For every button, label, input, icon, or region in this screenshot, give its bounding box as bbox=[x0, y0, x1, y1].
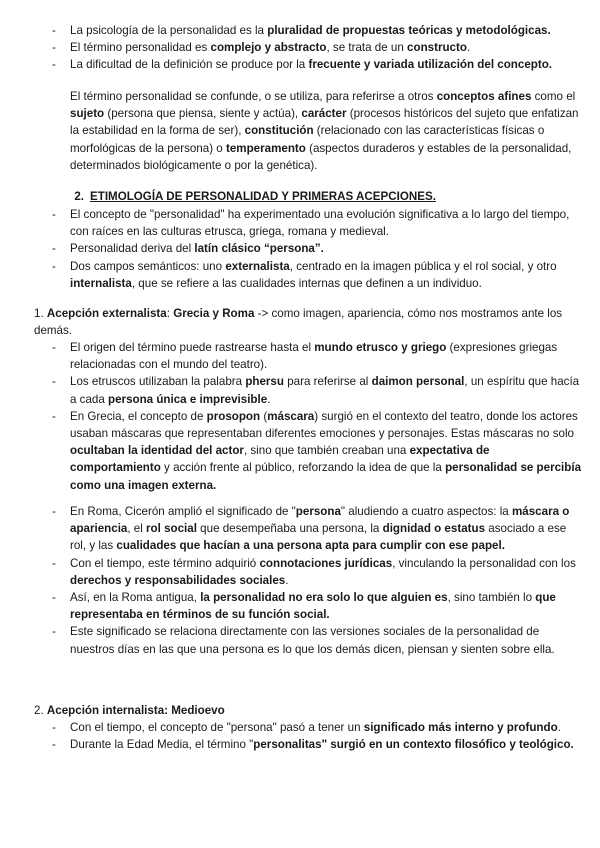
bold-text-run: complejo y abstracto bbox=[210, 41, 327, 55]
text-run: , centrado en la imagen pública y el rol social, y otro bbox=[289, 259, 557, 273]
afines-paragraph bbox=[34, 88, 582, 174]
text-run: Durante la Edad Media, el término " bbox=[70, 738, 254, 752]
text-run: 1. bbox=[34, 307, 47, 320]
bold-text-run: personalidad se percibía como una imagen externa. bbox=[70, 461, 582, 492]
acepcion-1-section-b bbox=[34, 503, 582, 658]
bold-text-run: Acepción internalista: Medioevo bbox=[46, 704, 225, 717]
list-item bbox=[34, 258, 582, 292]
text-run: como el bbox=[531, 90, 576, 103]
text-run: 2. bbox=[34, 704, 47, 717]
afines-section bbox=[34, 88, 582, 174]
bold-text-run: daimon personal bbox=[371, 375, 465, 389]
text-run: ( bbox=[260, 409, 268, 423]
text-run: (aspectos duraderos y estables de la personalidad, determinados biológicamente o por la genética). bbox=[70, 141, 572, 172]
list-item bbox=[34, 39, 582, 56]
bold-text-run: latín clásico “persona”. bbox=[194, 242, 324, 256]
text-run: , que se refiere a las cualidades internas que definen a un individuo. bbox=[131, 276, 482, 290]
list-item bbox=[34, 719, 582, 736]
text-run: El concepto de "personalidad" ha experimentado una evolución significativa a lo largo del tiempo, con raíces en las culturas etrusca, griega, romana y medieval. bbox=[70, 208, 570, 239]
intro-list bbox=[34, 22, 582, 74]
text-run: (relacionado con las características físicas o morfológicas de la persona) o bbox=[70, 124, 545, 155]
bold-text-run: dignidad o estatus bbox=[382, 522, 486, 536]
bold-text-run: significado más interno y profundo bbox=[363, 721, 558, 734]
text-run: (expresiones griegas relacionadas con el mundo del teatro). bbox=[70, 341, 558, 372]
list-item bbox=[34, 56, 582, 73]
list-item bbox=[34, 22, 582, 39]
intro-section bbox=[34, 22, 582, 74]
text-run: En Roma, Cicerón amplió el significado de " bbox=[70, 505, 296, 518]
text-run: . bbox=[466, 41, 471, 55]
text-run: , sino también lo bbox=[447, 591, 536, 605]
text-run: asociado a ese rol, y las bbox=[70, 522, 567, 553]
bold-text-run: prosopon bbox=[206, 409, 261, 423]
bold-text-run: sujeto bbox=[70, 107, 105, 121]
text-run: Con el tiempo, el concepto de "persona" pasó a tener un bbox=[70, 721, 364, 734]
bold-text-run: máscara o apariencia bbox=[70, 505, 570, 536]
bold-text-run: frecuente y variada utilización del concepto. bbox=[308, 58, 553, 72]
etimologia-heading bbox=[34, 188, 582, 205]
text-run: El origen del término puede rastrearse hasta el bbox=[70, 341, 315, 354]
bold-text-run: constitución bbox=[244, 124, 314, 138]
heading-number: 2. bbox=[74, 190, 84, 203]
list-item bbox=[34, 623, 582, 657]
bold-text-run: expectativa de comportamiento bbox=[70, 444, 490, 475]
text-run: Así, en la Roma antigua, bbox=[70, 591, 201, 605]
text-run: para referirse al bbox=[283, 375, 372, 389]
text-run: En Grecia, el concepto de bbox=[70, 409, 207, 423]
list-item bbox=[34, 408, 582, 494]
text-run: Personalidad deriva del bbox=[70, 242, 195, 256]
text-run: (procesos históricos del sujeto que enfatizan la estabilidad en la forma de ser), bbox=[70, 107, 579, 138]
acepcion-1-list-b bbox=[34, 503, 582, 658]
text-run: El término personalidad se confunde, o se utiliza, para referirse a otros bbox=[70, 90, 437, 103]
bold-text-run: pluralidad de propuestas teóricas y metodológicas. bbox=[267, 24, 551, 37]
bold-text-run: mundo etrusco y griego bbox=[314, 341, 447, 354]
bold-text-run: carácter bbox=[301, 107, 347, 121]
text-run: . bbox=[267, 392, 271, 406]
list-item bbox=[34, 339, 582, 373]
bold-text-run: conceptos afines bbox=[436, 90, 532, 103]
text-run: -> como imagen, apariencia, cómo nos mostramos ante los demás. bbox=[34, 307, 563, 338]
bold-text-run: derechos y responsabilidades sociales bbox=[70, 573, 286, 587]
etimologia-list bbox=[34, 206, 582, 292]
acepcion-1-heading bbox=[34, 305, 582, 339]
text-run: (persona que piensa, siente y actúa), bbox=[104, 107, 302, 121]
acepcion-2-heading bbox=[34, 702, 582, 719]
text-run: . bbox=[285, 573, 289, 587]
bold-text-run: internalista bbox=[70, 276, 132, 290]
acepcion-externalista-heading bbox=[34, 305, 582, 339]
list-item bbox=[34, 206, 582, 240]
text-run: , vinculando la personalidad con los bbox=[392, 556, 576, 570]
text-run: Los etruscos utilizaban la palabra bbox=[70, 375, 246, 389]
text-run: Con el tiempo, este término adquirió bbox=[70, 556, 260, 570]
acepcion-internalista-heading bbox=[34, 702, 582, 719]
bold-text-run: connotaciones jurídicas bbox=[259, 556, 393, 570]
bold-text-run: persona bbox=[295, 505, 341, 518]
list-item bbox=[34, 240, 582, 257]
text-run: La dificultad de la definición se produce por la bbox=[70, 58, 309, 72]
bold-text-run: phersu bbox=[245, 375, 284, 389]
bold-text-run: personalitas" surgió en un contexto filosófico y teológico. bbox=[253, 738, 574, 752]
bold-text-run: máscara bbox=[267, 409, 315, 423]
text-run: Dos campos semánticos: uno bbox=[70, 259, 226, 273]
bold-text-run: que representaba en términos de su función social. bbox=[70, 591, 556, 622]
acepcion-2-list bbox=[34, 719, 582, 753]
text-run: , el bbox=[127, 522, 147, 536]
bold-text-run: Grecia y Roma bbox=[173, 307, 255, 320]
bold-text-run: persona única e imprevisible bbox=[108, 392, 268, 406]
text-run: " aludiendo a cuatro aspectos: la bbox=[340, 505, 512, 518]
acepcion-1-section bbox=[34, 339, 582, 494]
bold-text-run: externalista bbox=[225, 259, 290, 273]
text-run: ) surgió en el contexto del teatro, donde los actores usaban máscaras que representaban diferentes emociones y personajes. Estas máscaras no solo bbox=[70, 409, 578, 441]
heading-title: ETIMOLOGÍA DE PERSONALIDAD Y PRIMERAS ACEPCIONES. bbox=[90, 190, 436, 203]
list-item bbox=[34, 589, 582, 623]
text-run: , un espíritu que hacía a cada bbox=[70, 375, 580, 406]
list-item bbox=[34, 503, 582, 555]
text-run: Este significado se relaciona directamente con las versiones sociales de la personalidad de nuestros días en las que una persona es lo que los demás dicen, piensan y sienten sobre ella. bbox=[70, 625, 555, 656]
bold-text-run: temperamento bbox=[225, 141, 306, 155]
text-run: El término personalidad es bbox=[70, 41, 211, 55]
bold-text-run: constructo bbox=[407, 41, 467, 55]
list-item bbox=[34, 736, 582, 753]
bold-text-run: Acepción externalista bbox=[46, 307, 167, 320]
text-run: y acción frente al público, reforzando la idea de que la bbox=[160, 461, 446, 475]
text-run: , se trata de un bbox=[326, 41, 408, 55]
acepcion-1-list bbox=[34, 339, 582, 494]
bold-text-run: la personalidad no era solo lo que alguien es bbox=[200, 591, 448, 605]
bold-text-run: rol social bbox=[146, 522, 197, 536]
text-run: . bbox=[557, 721, 561, 734]
text-run: que desempeñaba una persona, la bbox=[196, 522, 383, 536]
bold-text-run: cualidades que hacían a una persona apta para cumplir con ese papel. bbox=[116, 539, 505, 553]
text-run: : bbox=[166, 307, 174, 320]
text-run: , sino que también creaban una bbox=[243, 444, 410, 458]
acepcion-2-section bbox=[34, 719, 582, 753]
list-item bbox=[34, 373, 582, 407]
list-item bbox=[34, 555, 582, 589]
bold-text-run: ocultaban la identidad del actor bbox=[70, 444, 244, 458]
etimologia-section bbox=[34, 206, 582, 292]
text-run: La psicología de la personalidad es la bbox=[70, 24, 268, 37]
